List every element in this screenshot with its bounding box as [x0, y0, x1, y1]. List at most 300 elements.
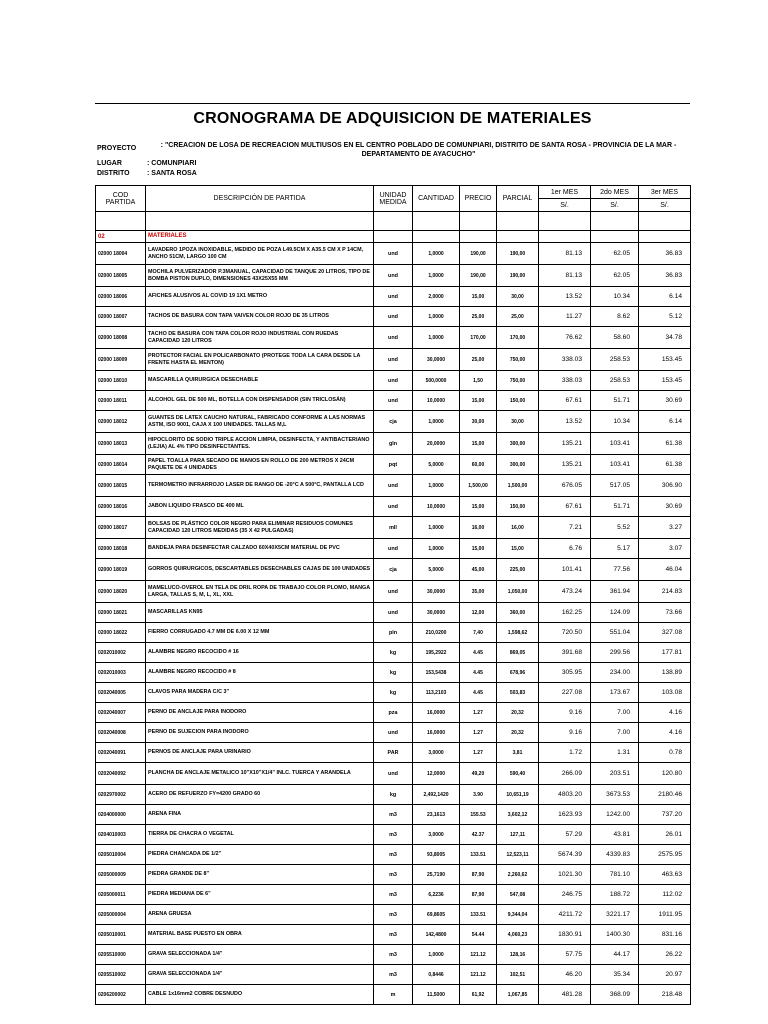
row-month-3: 36.83 [639, 243, 691, 265]
row-price: 49,20 [460, 763, 497, 785]
row-parcial: 1,598,62 [497, 623, 539, 643]
row-description: MAMELUCO-OVEROL EN TELA DE DRIL ROPA DE TRABAJO COLOR PLOMO, MANGA LARGA, TALLAS S, M, L, XL, XXL [146, 581, 374, 603]
table-row [96, 985, 691, 1005]
row-price: 133.51 [460, 905, 497, 925]
row-parcial: 678,96 [497, 663, 539, 683]
row-month-2: 62.05 [591, 265, 639, 287]
row-month-1: 135.21 [539, 455, 591, 475]
row-month-3: 153.45 [639, 371, 691, 391]
row-unit: und [374, 391, 413, 411]
row-code: 02000 18015 [96, 475, 146, 497]
row-parcial: 150,00 [497, 497, 539, 517]
row-month-1: 720.50 [539, 623, 591, 643]
row-month-3: 46.04 [639, 559, 691, 581]
row-description: GRAVA SELECCIONADA 1/4" [146, 965, 374, 985]
header-currency-3: S/. [639, 199, 691, 212]
row-unit: m3 [374, 965, 413, 985]
row-parcial: 190,00 [497, 265, 539, 287]
row-price: 7,40 [460, 623, 497, 643]
lugar-value: : COMUNPIARI [147, 160, 197, 167]
row-quantity: 153,5438 [413, 663, 460, 683]
row-month-1: 162.25 [539, 603, 591, 623]
row-quantity: 1,0000 [413, 243, 460, 265]
row-price: 15,00 [460, 539, 497, 559]
row-code: 0206200002 [96, 985, 146, 1005]
row-description: GORROS QUIRURGICOS, DESCARTABLES DESECHABLES CAJAS DE 100 UNIDADES [146, 559, 374, 581]
row-code: 0202040091 [96, 743, 146, 763]
table-row [96, 391, 691, 411]
row-price: 25,00 [460, 349, 497, 371]
row-parcial: 30,00 [497, 411, 539, 433]
row-month-1: 46.20 [539, 965, 591, 985]
spacer-row [96, 212, 691, 231]
header-unidad: UNIDAD MEDIDA [374, 186, 413, 212]
row-unit: und [374, 723, 413, 743]
row-quantity: 30,0000 [413, 581, 460, 603]
row-description: PLANCHA DE ANCLAJE METALICO 10"X10"X1/4" INLC. TUERCA Y ARANDELA [146, 763, 374, 785]
row-month-2: 781.10 [591, 865, 639, 885]
row-month-2: 299.56 [591, 643, 639, 663]
row-parcial: 9,344,04 [497, 905, 539, 925]
table-row [96, 455, 691, 475]
row-month-1: 9.16 [539, 723, 591, 743]
lugar-label: LUGAR [97, 160, 122, 167]
row-month-2: 1400.30 [591, 925, 639, 945]
row-month-2: 361.94 [591, 581, 639, 603]
row-month-2: 103.41 [591, 433, 639, 455]
header-parcial: PARCIAL [497, 186, 539, 212]
row-unit: m3 [374, 805, 413, 825]
row-month-3: 306.90 [639, 475, 691, 497]
table-row [96, 307, 691, 327]
row-quantity: 1,0000 [413, 517, 460, 539]
row-month-1: 135.21 [539, 433, 591, 455]
table-row [96, 683, 691, 703]
table-row [96, 945, 691, 965]
row-unit: m3 [374, 865, 413, 885]
row-unit: und [374, 243, 413, 265]
row-unit: m3 [374, 925, 413, 945]
distrito-line [97, 170, 397, 179]
row-quantity: 16,0000 [413, 723, 460, 743]
row-code: 02000 18004 [96, 243, 146, 265]
row-unit: und [374, 265, 413, 287]
row-month-2: 258.53 [591, 371, 639, 391]
row-parcial: 590,40 [497, 763, 539, 785]
row-month-3: 214.83 [639, 581, 691, 603]
row-code: 0205000011 [96, 885, 146, 905]
row-month-3: 61.38 [639, 455, 691, 475]
header-cod: COD PARTIDA [96, 186, 146, 212]
row-price: 16,00 [460, 517, 497, 539]
row-unit: und [374, 763, 413, 785]
row-quantity: 0,8446 [413, 965, 460, 985]
table-row [96, 743, 691, 763]
row-month-1: 227.08 [539, 683, 591, 703]
row-month-1: 11.27 [539, 307, 591, 327]
header-currency-1: S/. [539, 199, 591, 212]
header-row [96, 186, 691, 199]
table-row [96, 497, 691, 517]
row-month-1: 4211.72 [539, 905, 591, 925]
row-parcial: 300,00 [497, 433, 539, 455]
row-description: LAVADERO 1POZA INOXIDABLE, MEDIDO DE POZA L49.5CM X A35.5 CM X P 14CM, ANCHO 51CM, LARGO 100 CM [146, 243, 374, 265]
row-quantity: 1,0000 [413, 945, 460, 965]
row-code: 0204000000 [96, 805, 146, 825]
row-month-1: 81.13 [539, 265, 591, 287]
row-quantity: 25,7190 [413, 865, 460, 885]
row-code: 02000 18009 [96, 349, 146, 371]
row-month-2: 3221.17 [591, 905, 639, 925]
row-unit: kg [374, 683, 413, 703]
row-month-2: 124.09 [591, 603, 639, 623]
row-parcial: 300,00 [497, 455, 539, 475]
row-code: 0205000009 [96, 865, 146, 885]
row-description: TACHOS DE BASURA CON TAPA VAIVEN COLOR ROJO DE 35 LITROS [146, 307, 374, 327]
row-month-3: 327.08 [639, 623, 691, 643]
row-month-2: 58.60 [591, 327, 639, 349]
header-cantidad: CANTIDAD [413, 186, 460, 212]
row-month-3: 20.97 [639, 965, 691, 985]
row-month-2: 4339.83 [591, 845, 639, 865]
row-unit: cja [374, 411, 413, 433]
row-month-2: 8.62 [591, 307, 639, 327]
table-row [96, 433, 691, 455]
row-parcial: 128,16 [497, 945, 539, 965]
row-price: 25,00 [460, 307, 497, 327]
table-row [96, 825, 691, 845]
row-month-2: 7.00 [591, 723, 639, 743]
row-month-2: 10.34 [591, 287, 639, 307]
row-code: 02000 18022 [96, 623, 146, 643]
row-description: PROTECTOR FACIAL EN POLICARBONATO (PROTEGE TODA LA CARA DESDE LA FRENTE HASTA EL MENTON) [146, 349, 374, 371]
row-code: 0202040092 [96, 763, 146, 785]
row-code: 02000 18016 [96, 497, 146, 517]
row-unit: und [374, 349, 413, 371]
row-description: MOCHILA PULVERIZADOR P.3MANUAL, CAPACIDAD DE TANQUE 20 LITROS, TIPO DE BOMBA PISTON DUPLO, DIMENSIONES 43X25X55 MM [146, 265, 374, 287]
lugar-line [97, 160, 397, 169]
row-parcial: 3,602,12 [497, 805, 539, 825]
row-unit: pln [374, 623, 413, 643]
row-price: 42.37 [460, 825, 497, 845]
row-quantity: 1,0000 [413, 265, 460, 287]
row-month-1: 338.03 [539, 349, 591, 371]
row-description: MATERIAL BASE PUESTO EN OBRA [146, 925, 374, 945]
row-unit: und [374, 581, 413, 603]
row-unit: und [374, 539, 413, 559]
row-month-2: 551.04 [591, 623, 639, 643]
table-row [96, 663, 691, 683]
row-month-1: 76.62 [539, 327, 591, 349]
table-row [96, 265, 691, 287]
row-quantity: 1,0000 [413, 539, 460, 559]
row-price: 60,00 [460, 455, 497, 475]
row-quantity: 2,492,1420 [413, 785, 460, 805]
row-price: 35,00 [460, 581, 497, 603]
distrito-label: DISTRITO [97, 170, 130, 177]
row-parcial: 3,81 [497, 743, 539, 763]
row-month-3: 218.48 [639, 985, 691, 1005]
row-quantity: 20,0000 [413, 433, 460, 455]
row-parcial: 12,523,11 [497, 845, 539, 865]
row-month-2: 103.41 [591, 455, 639, 475]
row-description: ARENA GRUESA [146, 905, 374, 925]
row-month-1: 13.52 [539, 287, 591, 307]
row-unit: m3 [374, 905, 413, 925]
row-unit: m3 [374, 825, 413, 845]
row-parcial: 1,050,00 [497, 581, 539, 603]
row-code: 0202010002 [96, 643, 146, 663]
row-month-1: 7.21 [539, 517, 591, 539]
row-unit: und [374, 497, 413, 517]
row-quantity: 195,2922 [413, 643, 460, 663]
row-month-3: 112.02 [639, 885, 691, 905]
row-month-2: 77.56 [591, 559, 639, 581]
section-label: MATERIALES [146, 231, 374, 243]
row-code: 02000 18010 [96, 371, 146, 391]
row-price: 133.51 [460, 845, 497, 865]
row-quantity: 10,0000 [413, 391, 460, 411]
row-quantity: 93,8005 [413, 845, 460, 865]
row-description: ACERO DE REFUERZO FY=4200 GRADO 60 [146, 785, 374, 805]
row-month-1: 57.75 [539, 945, 591, 965]
table-row [96, 243, 691, 265]
row-description: AFICHES ALUSIVOS AL COVID 19 1X1 METRO [146, 287, 374, 307]
row-code: 02000 18005 [96, 265, 146, 287]
table-row [96, 925, 691, 945]
row-quantity: 5,0000 [413, 559, 460, 581]
row-code: 0202040008 [96, 723, 146, 743]
row-code: 0205010001 [96, 925, 146, 945]
row-description: ALAMBRE NEGRO RECOCIDO # 16 [146, 643, 374, 663]
header-descripcion: DESCRIPCIÓN DE PARTIDA [146, 186, 374, 212]
row-quantity: 113,2103 [413, 683, 460, 703]
row-quantity: 1,0000 [413, 327, 460, 349]
row-month-3: 0.78 [639, 743, 691, 763]
row-parcial: 16,00 [497, 517, 539, 539]
row-parcial: 127,11 [497, 825, 539, 845]
row-parcial: 4,060,23 [497, 925, 539, 945]
row-price: 1.27 [460, 743, 497, 763]
row-month-2: 517.05 [591, 475, 639, 497]
row-month-1: 9.16 [539, 703, 591, 723]
row-price: 121.12 [460, 965, 497, 985]
row-quantity: 1,0000 [413, 411, 460, 433]
row-description: PERNOS DE ANCLAJE PARA URINARIO [146, 743, 374, 763]
row-month-3: 2575.95 [639, 845, 691, 865]
row-month-1: 67.61 [539, 497, 591, 517]
row-month-3: 26.22 [639, 945, 691, 965]
row-description: PIEDRA MEDIANA DE 6" [146, 885, 374, 905]
row-description: PIEDRA CHANCADA DE 1/2" [146, 845, 374, 865]
row-unit: cja [374, 559, 413, 581]
table-row [96, 327, 691, 349]
row-quantity: 3,0000 [413, 825, 460, 845]
row-month-3: 153.45 [639, 349, 691, 371]
row-description: ARENA FINA [146, 805, 374, 825]
row-month-3: 120.80 [639, 763, 691, 785]
row-parcial: 750,00 [497, 371, 539, 391]
row-price: 15,00 [460, 433, 497, 455]
row-month-2: 173.67 [591, 683, 639, 703]
proyecto-label: PROYECTO [97, 145, 137, 152]
row-code: 02000 18021 [96, 603, 146, 623]
row-unit: und [374, 475, 413, 497]
row-month-3: 30.69 [639, 391, 691, 411]
row-unit: und [374, 287, 413, 307]
row-unit: und [374, 307, 413, 327]
row-parcial: 20,32 [497, 703, 539, 723]
table-row [96, 559, 691, 581]
row-month-2: 188.72 [591, 885, 639, 905]
row-month-2: 10.34 [591, 411, 639, 433]
row-code: 02000 18008 [96, 327, 146, 349]
table-row [96, 539, 691, 559]
proyecto-line [97, 141, 690, 158]
row-quantity: 6,2236 [413, 885, 460, 905]
row-description: TACHO DE BASURA CON TAPA COLOR ROJO INDUSTRIAL CON RUEDAS CAPACIDAD 120 LITROS [146, 327, 374, 349]
row-quantity: 23,1613 [413, 805, 460, 825]
row-month-3: 4.16 [639, 703, 691, 723]
row-code: 02000 18019 [96, 559, 146, 581]
row-description: ALAMBRE NEGRO RECOCIDO # 8 [146, 663, 374, 683]
row-month-1: 473.24 [539, 581, 591, 603]
table-row [96, 845, 691, 865]
row-month-2: 51.71 [591, 497, 639, 517]
row-price: 15,00 [460, 391, 497, 411]
row-price: 121.12 [460, 945, 497, 965]
table-row [96, 805, 691, 825]
row-unit: mll [374, 517, 413, 539]
row-parcial: 190,00 [497, 243, 539, 265]
row-description: GRAVA SELECCIONADA 1/4" [146, 945, 374, 965]
row-month-2: 35.34 [591, 965, 639, 985]
table-row [96, 287, 691, 307]
row-code: 0202040005 [96, 683, 146, 703]
row-parcial: 360,00 [497, 603, 539, 623]
table-row [96, 581, 691, 603]
row-month-1: 5674.39 [539, 845, 591, 865]
row-parcial: 15,00 [497, 539, 539, 559]
row-month-3: 36.83 [639, 265, 691, 287]
row-price: 1.27 [460, 703, 497, 723]
row-unit: m3 [374, 885, 413, 905]
row-price: 15,00 [460, 287, 497, 307]
row-quantity: 500,0000 [413, 371, 460, 391]
row-month-1: 1830.91 [539, 925, 591, 945]
row-price: 190,00 [460, 265, 497, 287]
row-unit: und [374, 603, 413, 623]
row-quantity: 69,8605 [413, 905, 460, 925]
table-row [96, 785, 691, 805]
row-month-2: 43.81 [591, 825, 639, 845]
row-month-2: 1.31 [591, 743, 639, 763]
row-month-3: 6.14 [639, 287, 691, 307]
table-row [96, 411, 691, 433]
row-month-3: 73.66 [639, 603, 691, 623]
row-unit: und [374, 371, 413, 391]
row-code: 02000 18018 [96, 539, 146, 559]
row-parcial: 20,32 [497, 723, 539, 743]
row-price: 54.44 [460, 925, 497, 945]
table-row [96, 349, 691, 371]
row-month-2: 368.09 [591, 985, 639, 1005]
row-description: MASCARILLA QUIRURGICA DESECHABLE [146, 371, 374, 391]
row-quantity: 10,0000 [413, 497, 460, 517]
row-quantity: 1,0000 [413, 475, 460, 497]
row-month-3: 3.07 [639, 539, 691, 559]
row-price: 190,00 [460, 243, 497, 265]
row-month-3: 1911.95 [639, 905, 691, 925]
row-description: GUANTES DE LATEX CAUCHO NATURAL, FABRICADO CONFORME A LAS NORMAS ASTM, ISO 9001, CAJA X 100 UNIDADES. TALLAS M,L [146, 411, 374, 433]
row-code: 02000 18011 [96, 391, 146, 411]
row-description: FIERRO CORRUGADO 4.7 MM DE 6.00 X 12 MM [146, 623, 374, 643]
row-month-1: 1021.30 [539, 865, 591, 885]
row-month-1: 1623.93 [539, 805, 591, 825]
row-quantity: 2,0000 [413, 287, 460, 307]
row-code: 0202010003 [96, 663, 146, 683]
row-unit: pza [374, 703, 413, 723]
row-parcial: 170,00 [497, 327, 539, 349]
row-description: CLAVOS PARA MADERA C/C 3" [146, 683, 374, 703]
row-month-2: 203.51 [591, 763, 639, 785]
row-month-1: 305.95 [539, 663, 591, 683]
materials-table [95, 185, 691, 1005]
row-month-1: 246.75 [539, 885, 591, 905]
row-code: 02000 18013 [96, 433, 146, 455]
row-description: JABON LIQUIDO FRASCO DE 400 ML [146, 497, 374, 517]
table-row [96, 723, 691, 743]
row-code: 02000 18020 [96, 581, 146, 603]
row-price: 155.53 [460, 805, 497, 825]
row-code: 02000 18017 [96, 517, 146, 539]
row-month-2: 62.05 [591, 243, 639, 265]
row-code: 02000 18012 [96, 411, 146, 433]
row-month-2: 51.71 [591, 391, 639, 411]
row-month-2: 44.17 [591, 945, 639, 965]
row-month-2: 5.52 [591, 517, 639, 539]
row-month-3: 6.14 [639, 411, 691, 433]
row-month-1: 57.29 [539, 825, 591, 845]
row-quantity: 30,0000 [413, 349, 460, 371]
row-month-1: 81.13 [539, 243, 591, 265]
row-month-3: 26.01 [639, 825, 691, 845]
row-description: BOLSAS DE PLÁSTICO COLOR NEGRO PARA ELIMINAR RESIDUOS COMUNES CAPACIDAD 120 LITROS MEDIDAS (35 X 42 PULGADAS) [146, 517, 374, 539]
row-unit: kg [374, 663, 413, 683]
row-month-3: 5.12 [639, 307, 691, 327]
row-parcial: 2,260,62 [497, 865, 539, 885]
header-mes-3: 3er MES [639, 186, 691, 199]
header-mes-2: 2do MES [591, 186, 639, 199]
row-quantity: 5,0000 [413, 455, 460, 475]
row-month-3: 103.08 [639, 683, 691, 703]
row-unit: kg [374, 785, 413, 805]
table-row [96, 371, 691, 391]
row-description: PERNO DE ANCLAJE PARA INODORO [146, 703, 374, 723]
row-price: 4.45 [460, 663, 497, 683]
row-unit: pqt [374, 455, 413, 475]
row-unit: m [374, 985, 413, 1005]
row-description: PERNO DE SUJECION PARA INODORO [146, 723, 374, 743]
row-code: 02000 18007 [96, 307, 146, 327]
distrito-value: : SANTA ROSA [147, 170, 197, 177]
row-unit: m3 [374, 945, 413, 965]
row-price: 4.45 [460, 643, 497, 663]
table-row [96, 603, 691, 623]
row-price: 45,00 [460, 559, 497, 581]
row-month-1: 13.52 [539, 411, 591, 433]
row-code: 0205000004 [96, 905, 146, 925]
